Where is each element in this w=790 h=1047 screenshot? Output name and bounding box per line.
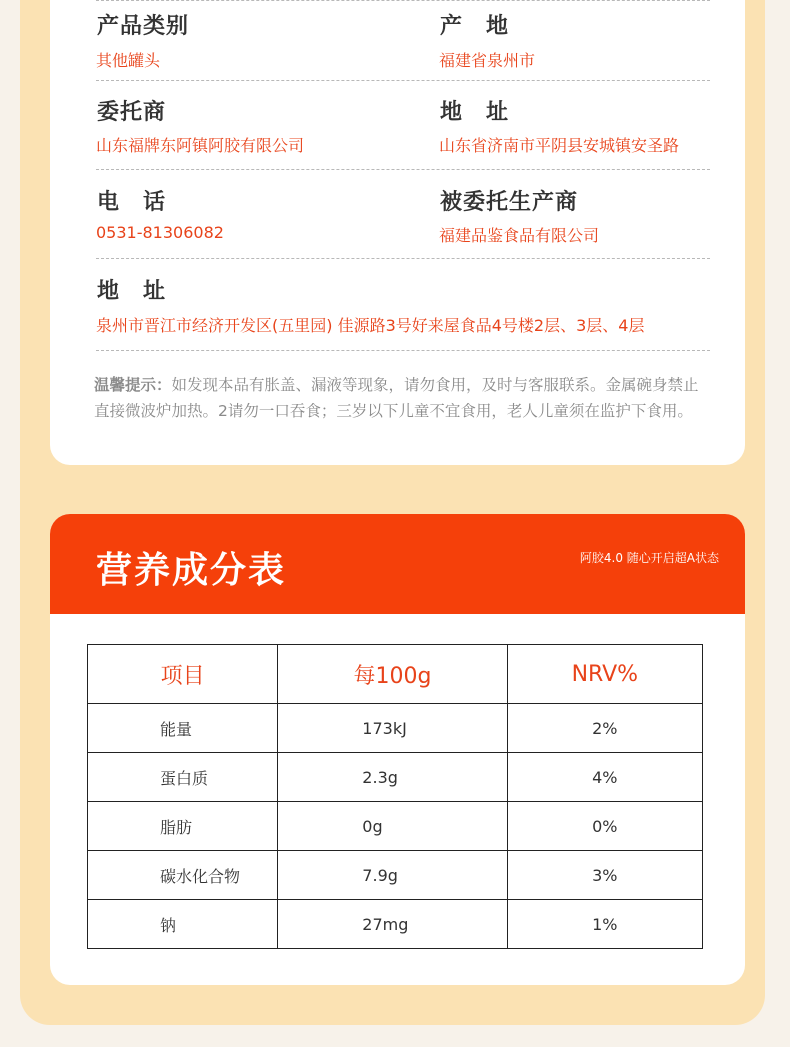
nutrient-amount: 2.3g — [278, 753, 507, 802]
origin-value: 福建省泉州市 — [439, 51, 536, 70]
nutrient-nrv: 3% — [507, 851, 702, 900]
warm-tip — [94, 372, 710, 424]
origin-label: 产 地 — [440, 14, 510, 39]
nutrient-name: 碳水化合物 — [88, 851, 278, 900]
client-address-label: 地 址 — [440, 100, 510, 125]
nutrient-amount: 173kJ — [278, 704, 507, 753]
client-address-value: 山东省济南市平阴县安城镇安圣路 — [439, 136, 680, 155]
nutrient-name: 钠 — [88, 900, 278, 949]
table-row — [88, 753, 703, 802]
category-value: 其他罐头 — [96, 51, 161, 70]
tip-label: 温馨提示： — [94, 376, 172, 394]
table-row — [88, 704, 703, 753]
nutrient-nrv: 0% — [507, 802, 702, 851]
nutrient-name: 蛋白质 — [88, 753, 278, 802]
manufacturer-label: 被委托生产商 — [440, 190, 579, 215]
client-label: 委托商 — [97, 100, 167, 125]
divider — [96, 169, 710, 170]
phone-label: 电 话 — [97, 190, 167, 215]
table-header-row — [88, 645, 703, 704]
manufacturer-address-label: 地 址 — [97, 279, 167, 304]
nutrition-table — [87, 644, 703, 949]
category-label: 产品类别 — [97, 14, 190, 39]
header-per-100g: 每100g — [278, 645, 507, 704]
divider — [96, 80, 710, 81]
nutrient-name: 能量 — [88, 704, 278, 753]
table-row — [88, 851, 703, 900]
nutrient-name: 脂肪 — [88, 802, 278, 851]
nutrient-amount: 27mg — [278, 900, 507, 949]
header-item: 项目 — [88, 645, 278, 704]
nutrient-nrv: 2% — [507, 704, 702, 753]
table-row — [88, 802, 703, 851]
tip-text: 如发现本品有胀盖、漏液等现象，请勿食用，及时与客服联系。金属碗身禁止直接微波炉加热。2请勿一口吞食；三岁以下儿童不宜食用，老人儿童须在监护下食用。 — [94, 376, 699, 420]
nutrition-title: 营养成分表 — [96, 550, 287, 591]
divider — [96, 350, 710, 351]
table-row — [88, 900, 703, 949]
nutrition-slogan: 阿胶4.0 随心开启超A状态 — [579, 551, 719, 565]
nutrient-amount: 0g — [278, 802, 507, 851]
nutrient-nrv: 1% — [507, 900, 702, 949]
header-nrv: NRV% — [507, 645, 702, 704]
divider — [96, 0, 710, 1]
manufacturer-address-value: 泉州市晋江市经济开发区(五里园) 佳源路3号好来屋食品4号楼2层、3层、4层 — [96, 316, 645, 335]
nutrient-amount: 7.9g — [278, 851, 507, 900]
phone-value: 0531-81306082 — [96, 223, 224, 242]
divider — [96, 258, 710, 259]
nutrient-nrv: 4% — [507, 753, 702, 802]
nutrition-header — [50, 514, 745, 614]
manufacturer-value: 福建品鉴食品有限公司 — [439, 226, 600, 245]
client-value: 山东福牌东阿镇阿胶有限公司 — [96, 136, 305, 155]
